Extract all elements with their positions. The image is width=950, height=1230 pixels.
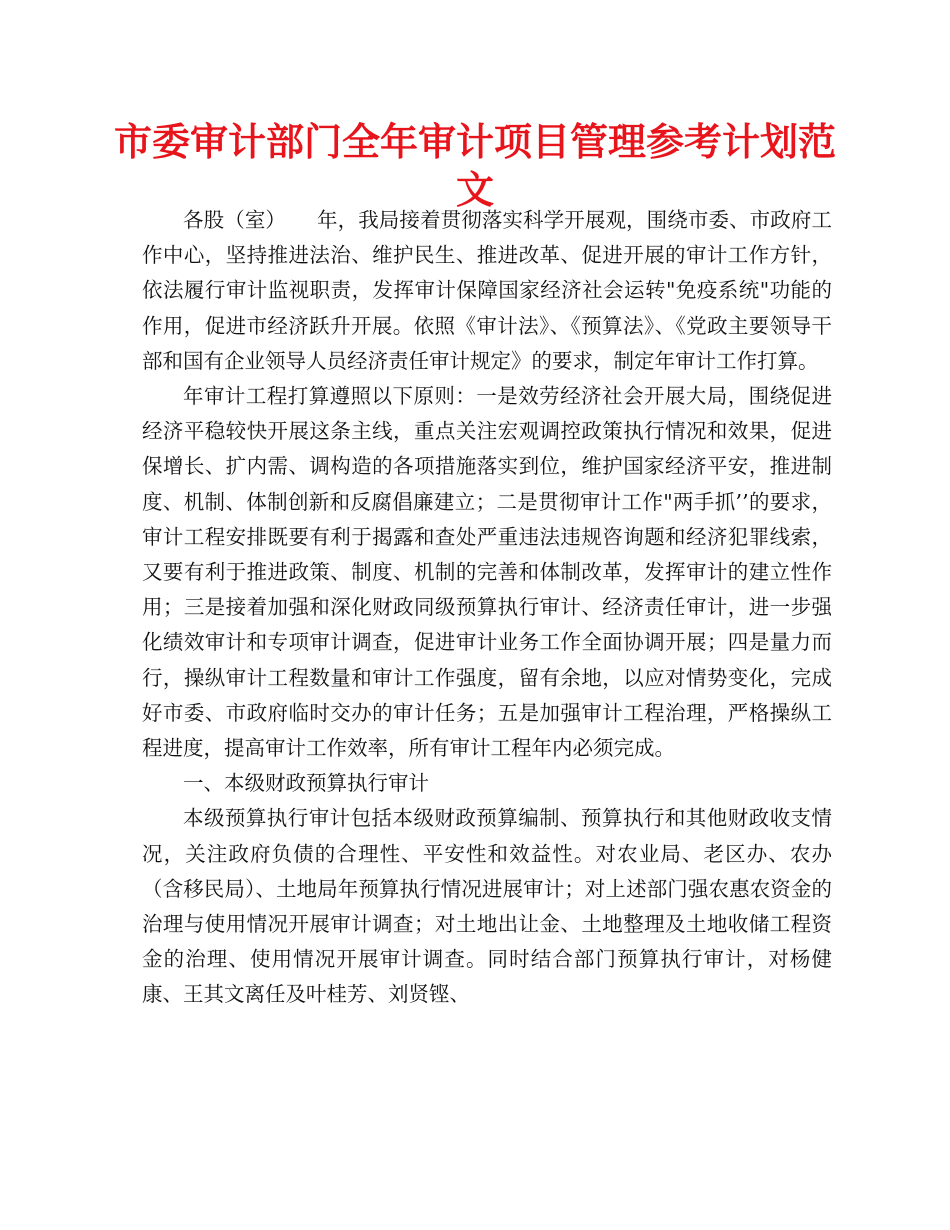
paragraph-section-1: 本级预算执行审计包括本级财政预算编制、预算执行和其他财政收支情况，关注政府负债的合理性、平安性和效益性。对农业局、老区办、农办（含移民局）、土地局年预算执行情况进展审计；对上述部门强农惠农资金的治理与使用情况开展审计调查；对土地出让金、土地整理及土地收储工程资金的治理、使用情况开展审计调查。同时结合部门预算执行审计，对杨健康、王其文离任及叶桂芳、刘贤铿、 <box>142 806 832 1007</box>
section-heading-1: 一、本级财政预算执行审计 <box>183 771 429 796</box>
document-body <box>142 203 832 1013</box>
paragraph-intro: 各股（室） 年，我局接着贯彻落实科学开展观，围绕市委、市政府工作中心，坚持推进法治、维护民生、推进改革、促进开展的审计工作方针，依法履行审计监视职责，发挥审计保障国家经济社会运转"免疫系统"功能的作用，促进市经济跃升开展。依照《审计法》、《预算法》、《党政主要领导干部和国有企业领导人员经济责任审计规定》的要求，制定年审计工作打算。 <box>142 208 832 373</box>
paragraph-principles: 年审计工程打算遵照以下原则：一是效劳经济社会开展大局，围绕促进经济平稳较快开展这条主线，重点关注宏观调控政策执行情况和效果，促进保增长、扩内需、调构造的各项措施落实到位，维护国家经济平安，推进制度、机制、体制创新和反腐倡廉建立；二是贯彻审计工作"两手抓’’的要求，审计工程安排既要有利于揭露和查处严重违法违规咨询题和经济犯罪线索，又要有利于推进政策、制度、机制的完善和体制改革，发挥审计的建立性作用；三是接着加强和深化财政同级预算执行审计、经济责任审计，进一步强化绩效审计和专项审计调查，促进审计业务工作全面协调开展；四是量力而行，操纵审计工程数量和审计工作强度，留有余地，以应对情势变化，完成好市委、市政府临时交办的审计任务；五是加强审计工程治理，严格操纵工程进度，提高审计工作效率，所有审计工程年内必须完成。 <box>142 384 832 761</box>
document-title: 市委审计部门全年审计项目管理参考计划范文 <box>113 120 836 212</box>
